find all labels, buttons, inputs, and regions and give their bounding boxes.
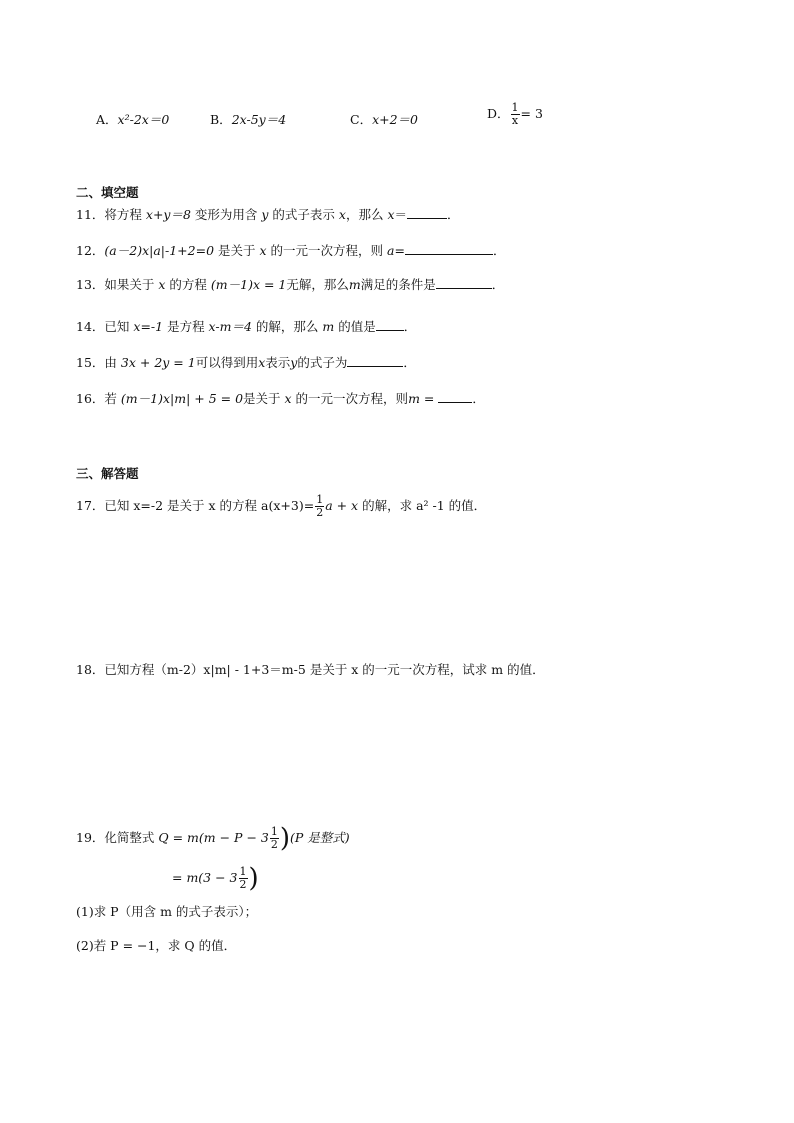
- option-c-math: x+2＝0: [372, 112, 419, 127]
- answer-blank[interactable]: [407, 206, 447, 219]
- question-19-part-2: (2)若 P = −1，求 Q 的值．: [76, 938, 237, 953]
- q19-fraction-1: $\frac{1}{2}$: [270, 825, 278, 851]
- option-a-math: x²-2x＝0: [117, 112, 170, 127]
- question-19-line-2: = m(3 − 3 $\frac{1}{2}$ ): [172, 863, 259, 894]
- option-c-label: C．: [350, 112, 373, 127]
- question-17: 17．已知 x=-2 是关于 x 的方程 a(x+3)= $\frac{1}{2}$ a + x 的解，求 a² -1 的值．: [76, 493, 487, 519]
- option-d: [487, 102, 543, 127]
- section-solve-title: 三、解答题: [76, 466, 139, 481]
- option-b-math: 2x-5y＝4: [231, 112, 287, 127]
- option-b: [210, 110, 286, 128]
- option-d-label: D．: [487, 106, 510, 121]
- question-19-part-1: (1)求 P（用含 m 的式子表示）；: [76, 904, 258, 919]
- answer-blank[interactable]: [376, 318, 404, 331]
- option-a: [96, 110, 169, 128]
- question-15: 15．由 3x + 2y = 1可以得到用x表示y的式子为 ．: [76, 355, 416, 370]
- option-b-label: B．: [210, 112, 232, 127]
- option-d-tail: = 3: [520, 106, 543, 121]
- question-16: 16．若 (m－1)x|m| + 5 = 0是关于 x 的一元一次方程，则m = ．: [76, 391, 485, 406]
- answer-blank[interactable]: [405, 242, 493, 255]
- question-18: 18．已知方程（m-2）x|m| - 1+3＝m-5 是关于 x 的一元一次方程，试求 m 的值．: [76, 662, 545, 677]
- answer-blank[interactable]: [436, 276, 492, 289]
- q17-fraction: $\frac{1}{2}$: [316, 493, 324, 519]
- question-12: 12．(a－2)x|a|-1+2=0 是关于 x 的一元一次方程，则 a= ．: [76, 243, 506, 258]
- option-a-label: A．: [96, 112, 118, 127]
- question-14: 14．已知 x=-1 是方程 x-m＝4 的解，那么 m 的值是 ．: [76, 319, 417, 334]
- q19-expression-1: Q = m(m − P − 3: [158, 830, 269, 845]
- question-19: 19．化简整式 Q = m(m − P − 3 $\frac{1}{2}$ )(P 是整式): [76, 823, 350, 854]
- question-11: 11．将方程 x+y＝8 变形为用含 y 的式子表示 x，那么 x＝ ．: [76, 207, 460, 222]
- answer-blank[interactable]: [347, 354, 403, 367]
- q19-fraction-2: $\frac{1}{2}$: [239, 865, 247, 891]
- question-13: 13．如果关于 x 的方程 (m－1)x = 1无解，那么m满足的条件是 ．: [76, 277, 505, 292]
- q19-expression-2: = m(3 − 3: [172, 870, 238, 885]
- option-d-fraction: $\frac{1}{x}$: [511, 101, 519, 127]
- q12-equation: (a－2)x|a|-1+2=0: [104, 243, 215, 258]
- option-c: [350, 110, 418, 128]
- section-fill-in-title: 二、填空题: [76, 185, 139, 200]
- answer-blank[interactable]: [438, 390, 472, 403]
